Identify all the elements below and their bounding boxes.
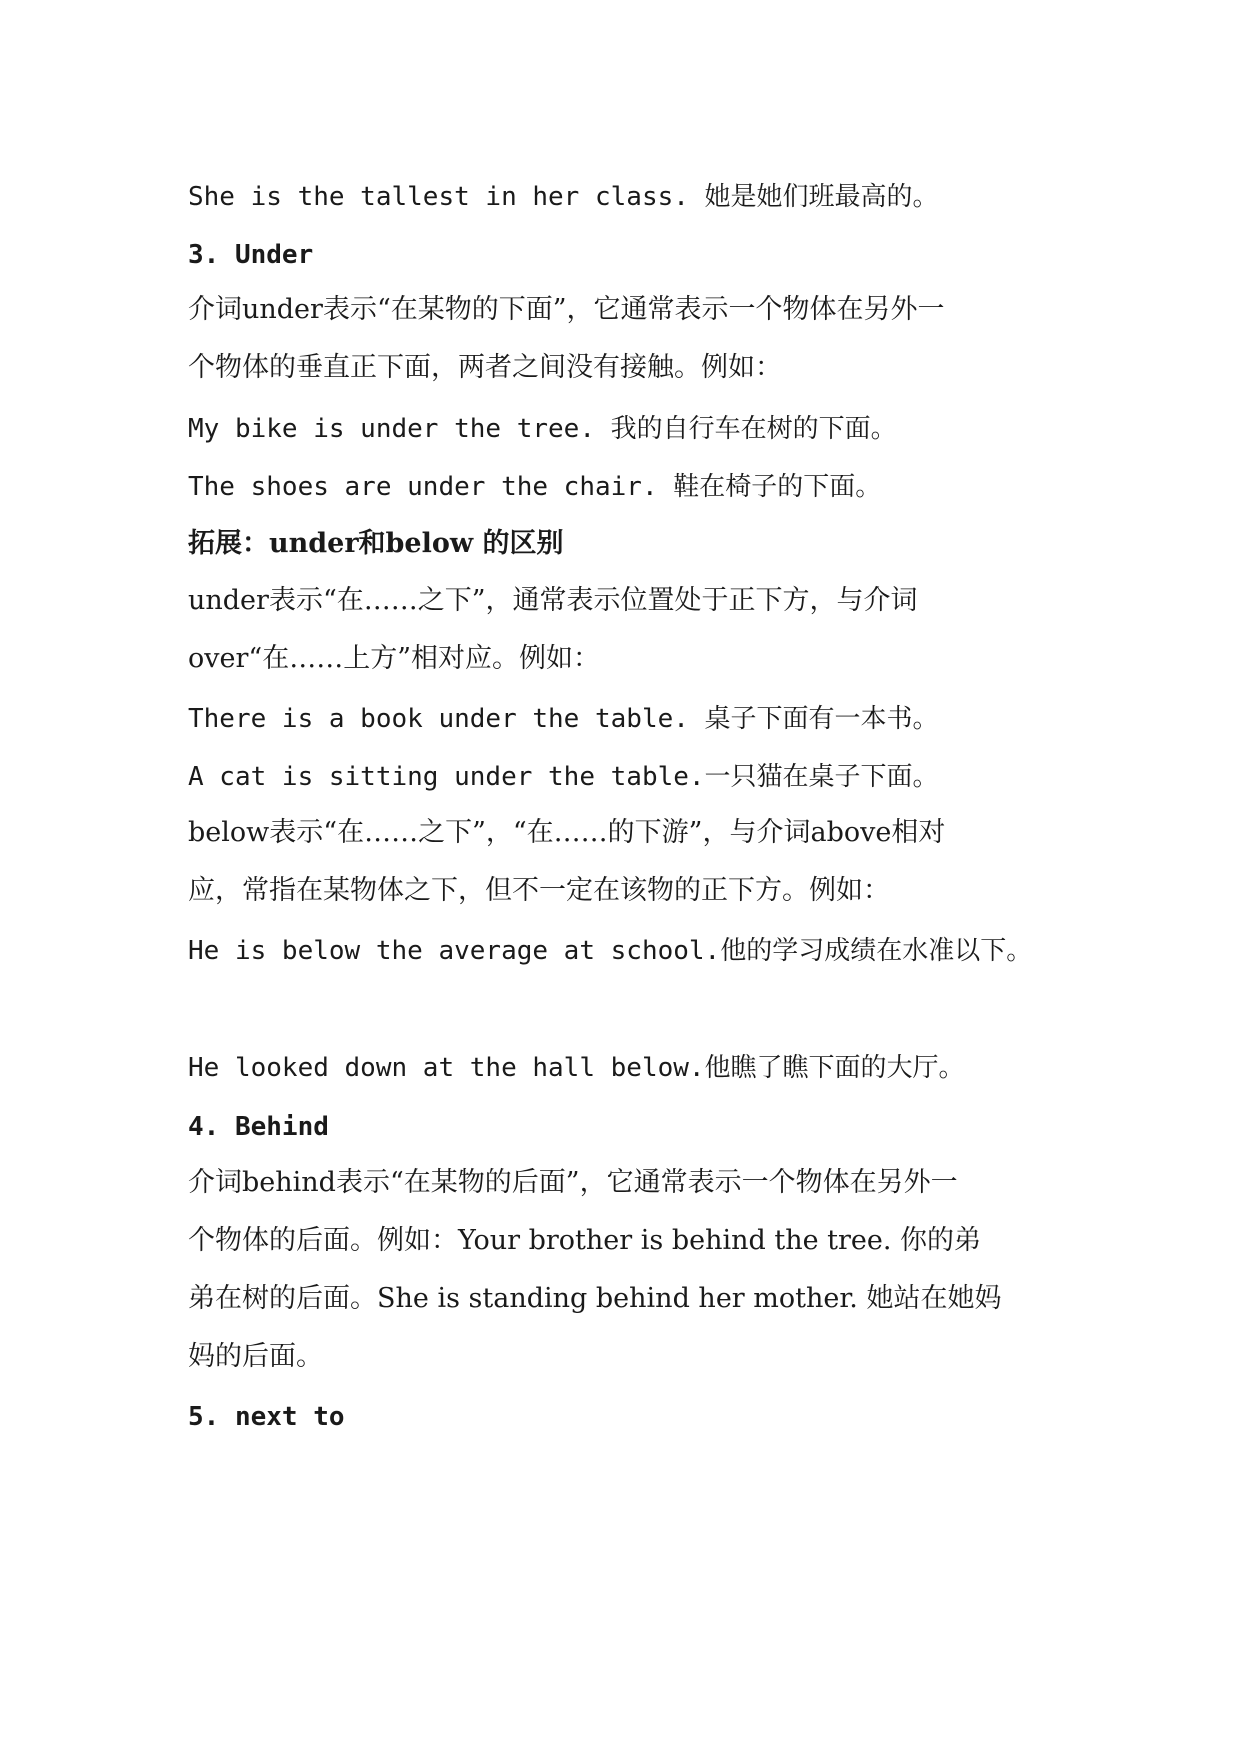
example-below-average: He is below the average at school.他的学习成绩在水准以下。 xyxy=(188,936,1033,966)
behind-paragraph-line-1: 介词behind表示“在某物的后面”，它通常表示一个物体在另外一 xyxy=(188,1167,958,1198)
under-explanation-line-2: over“在……上方”相对应。例如： xyxy=(188,643,601,674)
below-explanation-line-2: 应，常指在某物体之下，但不一定在该物的正下方。例如： xyxy=(188,875,890,906)
example-book-under-table: There is a book under the table. 桌子下面有一本书。 xyxy=(188,704,939,734)
example-bike-under-tree: My bike is under the tree. 我的自行车在树的下面。 xyxy=(188,414,897,444)
under-definition-line-2: 个物体的垂直正下面，两者之间没有接触。例如： xyxy=(188,352,782,383)
example-tallest: She is the tallest in her class. 她是她们班最高的。 xyxy=(188,182,939,212)
section-heading-next-to: 5. next to xyxy=(188,1402,345,1432)
section-heading-behind: 4. Behind xyxy=(188,1112,329,1142)
behind-paragraph-line-3: 弟在树的后面。She is standing behind her mother. 她站在她妈 xyxy=(188,1283,1002,1314)
section-heading-under: 3. Under xyxy=(188,240,314,270)
example-hall-below: He looked down at the hall below.他瞧了瞧下面的大厅。 xyxy=(188,1053,965,1083)
under-explanation-line-1: under表示“在……之下”，通常表示位置处于正下方，与介词 xyxy=(188,585,918,616)
behind-paragraph-line-4: 妈的后面。 xyxy=(188,1341,323,1372)
under-definition-line-1: 介词under表示“在某物的下面”，它通常表示一个物体在另外一 xyxy=(188,294,945,325)
behind-paragraph-line-2: 个物体的后面。例如：Your brother is behind the tree. 你的弟 xyxy=(188,1225,982,1256)
below-explanation-line-1: below表示“在……之下”，“在……的下游”，与介词above相对 xyxy=(188,817,946,848)
example-shoes-under-chair: The shoes are under the chair. 鞋在椅子的下面。 xyxy=(188,472,882,502)
subheading-under-vs-below: 拓展：under和below 的区别 xyxy=(188,528,564,559)
example-cat-under-table: A cat is sitting under the table.一只猫在桌子下面。 xyxy=(188,762,939,792)
